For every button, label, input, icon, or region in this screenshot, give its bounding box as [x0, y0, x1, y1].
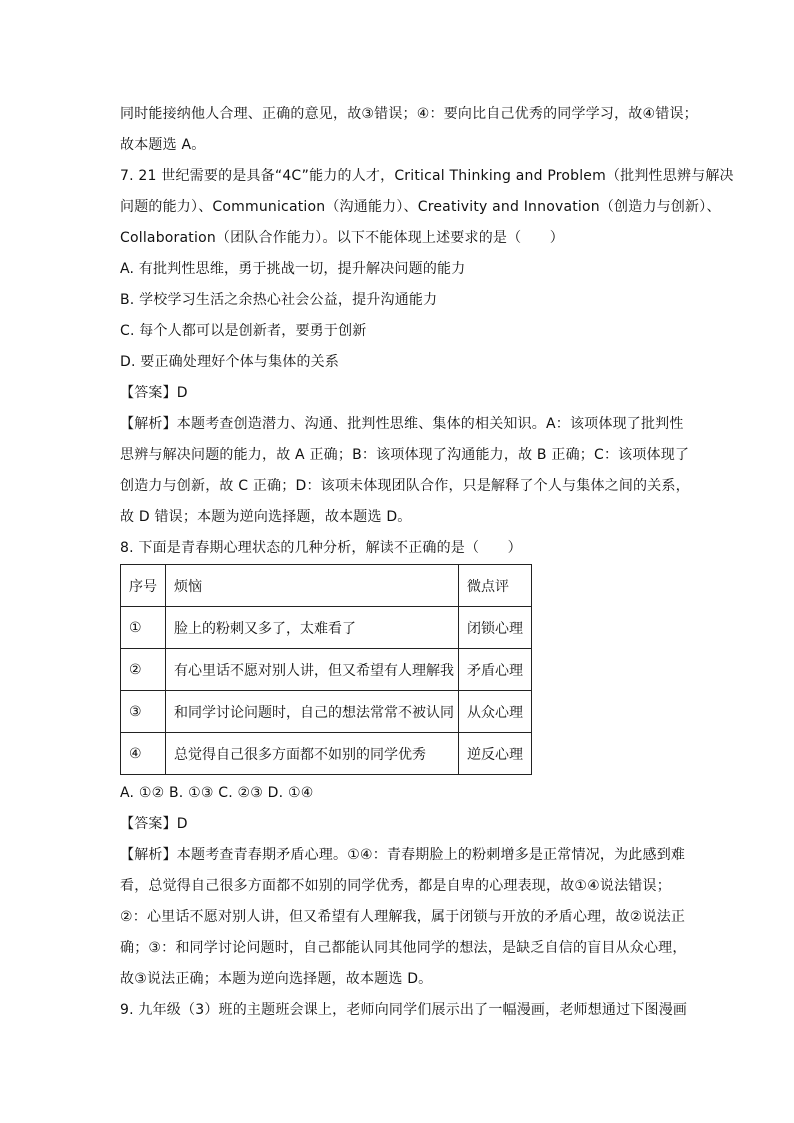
table-cell: 从众心理 — [459, 691, 532, 733]
option-b: B. 学校学习生活之余热心社会公益，提升沟通能力 — [120, 292, 438, 308]
question-9-stem: 9. 九年级（3）班的主题班会课上，老师向同学们展示出了一幅漫画，老师想通过下图漫画 — [120, 1002, 688, 1018]
question-7-stem: 7. 21 世纪需要的是具备“4C”能力的人才，Critical Thinking and Problem（批判性思辨与解决 — [120, 168, 734, 184]
table-cell: 和同学讨论问题时，自己的想法常常不被认同 — [166, 691, 459, 733]
option-a: A. 有批判性思维，勇于挑战一切，提升解决问题的能力 — [120, 261, 466, 277]
table-row — [121, 691, 532, 733]
table-cell: 脸上的粉刺又多了，太难看了 — [166, 607, 459, 649]
analysis-7: 【解析】本题考查创造潜力、沟通、批判性思维、集体的相关知识。A：该项体现了批判性 — [120, 416, 684, 432]
analysis-8: 【解析】本题考查青春期矛盾心理。①④：青春期脸上的粉刺增多是正常情况，为此感到难 — [120, 847, 686, 863]
answer-8: 【答案】D — [120, 816, 188, 832]
text-line: 故本题选 A。 — [120, 137, 206, 153]
option-c: C. 每个人都可以是创新者，要勇于创新 — [120, 323, 367, 339]
option-d: D. 要正确处理好个体与集体的关系 — [120, 354, 340, 370]
text-line: ②：心里话不愿对别人讲，但又希望有人理解我，属于闭锁与开放的矛盾心理，故②说法正 — [120, 909, 686, 925]
text-line: 创造力与创新，故 C 正确；D：该项未体现团队合作，只是解释了个人与集体之间的关系， — [120, 478, 690, 494]
text-line: 故③说法正确；本题为逆向选择题，故本题选 D。 — [120, 971, 433, 987]
text-line: 故 D 错误；本题为逆向选择题，故本题选 D。 — [120, 509, 412, 525]
table-header-cell: 序号 — [121, 565, 166, 607]
table-header-cell: 烦恼 — [166, 565, 459, 607]
table-cell: 逆反心理 — [459, 733, 532, 775]
options-8: A. ①② B. ①③ C. ②③ D. ①④ — [120, 785, 314, 801]
table-cell: ① — [121, 607, 166, 649]
text-line: 确；③：和同学讨论问题时，自己都能认同其他同学的想法，是缺乏自信的盲目从众心理， — [120, 940, 687, 956]
text-line: 看，总觉得自己很多方面都不如别的同学优秀，都是自卑的心理表现，故①④说法错误； — [120, 878, 671, 894]
table-cell: 有心里话不愿对别人讲，但又希望有人理解我 — [166, 649, 459, 691]
table-header-row — [121, 565, 532, 607]
table-cell: 闭锁心理 — [459, 607, 532, 649]
table-cell: ③ — [121, 691, 166, 733]
table-row — [121, 649, 532, 691]
table-cell: ④ — [121, 733, 166, 775]
text-line: 问题的能力）、Communication（沟通能力）、Creativity and Innovation（创造力与创新）、 — [120, 199, 721, 215]
text-line: 思辨与解决问题的能力，故 A 正确；B：该项体现了沟通能力，故 B 正确；C：该项体现了 — [120, 447, 690, 463]
psychology-table — [120, 564, 532, 775]
table-row — [121, 607, 532, 649]
text-line: 同时能接纳他人合理、正确的意见，故③错误；④：要向比自己优秀的同学学习，故④错误； — [120, 106, 698, 122]
answer-7: 【答案】D — [120, 385, 188, 401]
table-cell: ② — [121, 649, 166, 691]
question-8-stem: 8. 下面是青春期心理状态的几种分析，解读不正确的是（ ） — [120, 540, 522, 556]
table-cell: 矛盾心理 — [459, 649, 532, 691]
table-row — [121, 733, 532, 775]
table-cell: 总觉得自己很多方面都不如别的同学优秀 — [166, 733, 459, 775]
table-header-cell: 微点评 — [459, 565, 532, 607]
text-line: Collaboration（团队合作能力）。以下不能体现上述要求的是（ ） — [120, 230, 564, 246]
